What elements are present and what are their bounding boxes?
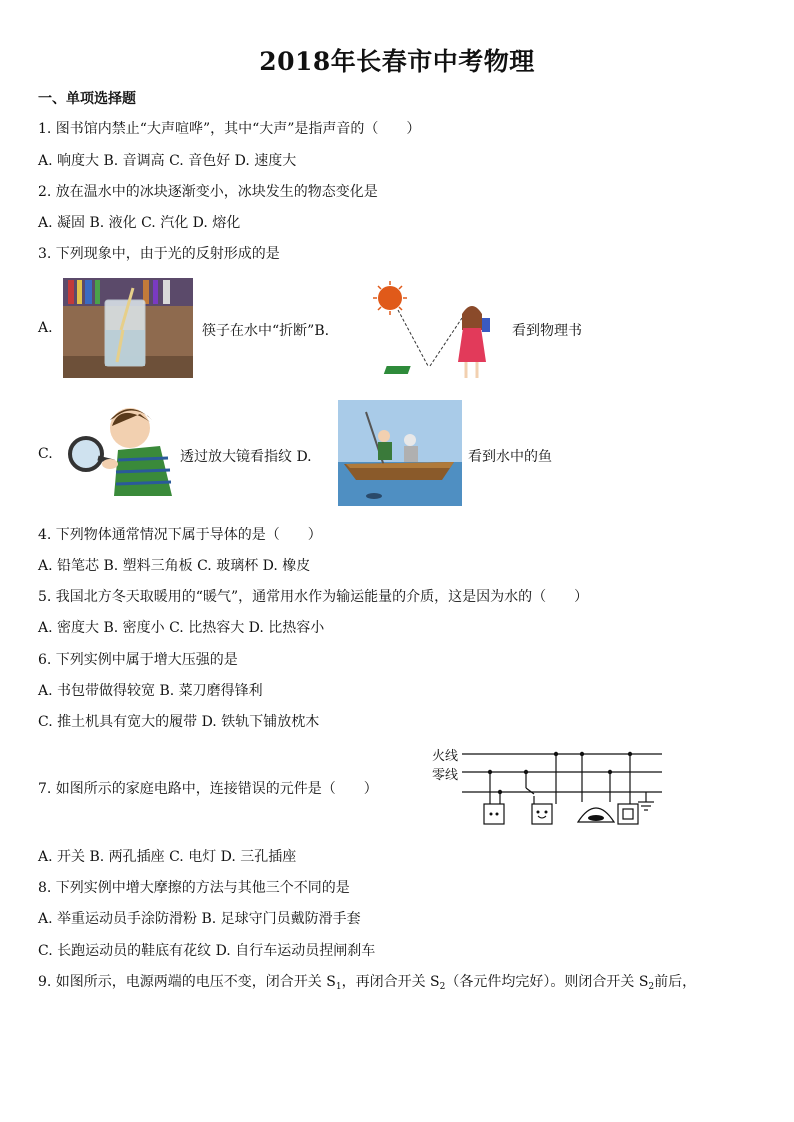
question-6-stem: 6. 下列实例中属于增大压强的是 xyxy=(38,652,238,668)
question-2-options: A. 凝固 B. 液化 C. 汽化 D. 熔化 xyxy=(38,215,241,231)
option-a-text: 筷子在水中“折断”B. xyxy=(202,323,330,339)
option-c-label: C. xyxy=(38,446,53,462)
live-wire-label: 火线 xyxy=(432,749,459,764)
option-b-text: 看到物理书 xyxy=(512,323,582,339)
option-c-text: 透过放大镜看指纹 D. xyxy=(180,449,312,465)
question-6-options-row2: C. 推土机具有宽大的履带 D. 铁轨下铺放枕木 xyxy=(38,714,320,730)
question-2-stem: 2. 放在温水中的冰块逐渐变小，冰块发生的物态变化是 xyxy=(38,184,378,200)
question-7-options: A. 开关 B. 两孔插座 C. 电灯 D. 三孔插座 xyxy=(38,849,297,865)
fishing-boat-image xyxy=(338,400,462,506)
question-8-options-row1: A. 举重运动员手涂防滑粉 B. 足球守门员戴防滑手套 xyxy=(38,911,361,927)
page-title: 2018年长春市中考物理 xyxy=(259,47,535,76)
section-heading: 一、单项选择题 xyxy=(38,91,136,107)
question-8-options-row2: C. 长跑运动员的鞋底有花纹 D. 自行车运动员捏闸刹车 xyxy=(38,943,376,959)
question-4-options: A. 铅笔芯 B. 塑料三角板 C. 玻璃杯 D. 橡皮 xyxy=(38,558,311,574)
neutral-wire-label: 零线 xyxy=(432,768,459,783)
question-4-stem: 4. 下列物体通常情况下属于导体的是（ ） xyxy=(38,527,322,543)
household-circuit-diagram xyxy=(462,744,672,830)
question-5-options: A. 密度大 B. 密度小 C. 比热容大 D. 比热容小 xyxy=(38,620,325,636)
question-1-options: A. 响度大 B. 音调高 C. 音色好 D. 速度大 xyxy=(38,153,297,169)
question-6-options-row1: A. 书包带做得较宽 B. 菜刀磨得锋利 xyxy=(38,683,263,699)
option-d-text: 看到水中的鱼 xyxy=(468,449,552,465)
question-9-stem: 9. 如图所示，电源两端的电压不变，闭合开关 $S_1$，再闭合开关 $S_2$（各元件均完好）。则闭合开关 $S_2$前后， xyxy=(38,974,697,992)
magnifier-boy-image xyxy=(60,398,174,498)
option-a-label: A. xyxy=(38,320,53,336)
chopsticks-in-water-image xyxy=(63,278,193,378)
question-5-stem: 5. 我国北方冬天取暖用的“暖气”，通常用水作为输运能量的介质，这是因为水的（ ） xyxy=(38,589,589,605)
question-7-stem: 7. 如图所示的家庭电路中，连接错误的元件是（ ） xyxy=(38,781,378,797)
reflection-book-image xyxy=(370,280,500,384)
question-1-stem: 1. 图书馆内禁止“大声喧哗”，其中“大声”是指声音的（ ） xyxy=(38,121,421,137)
question-8-stem: 8. 下列实例中增大摩擦的方法与其他三个不同的是 xyxy=(38,880,350,896)
question-3-stem: 3. 下列现象中，由于光的反射形成的是 xyxy=(38,246,280,262)
